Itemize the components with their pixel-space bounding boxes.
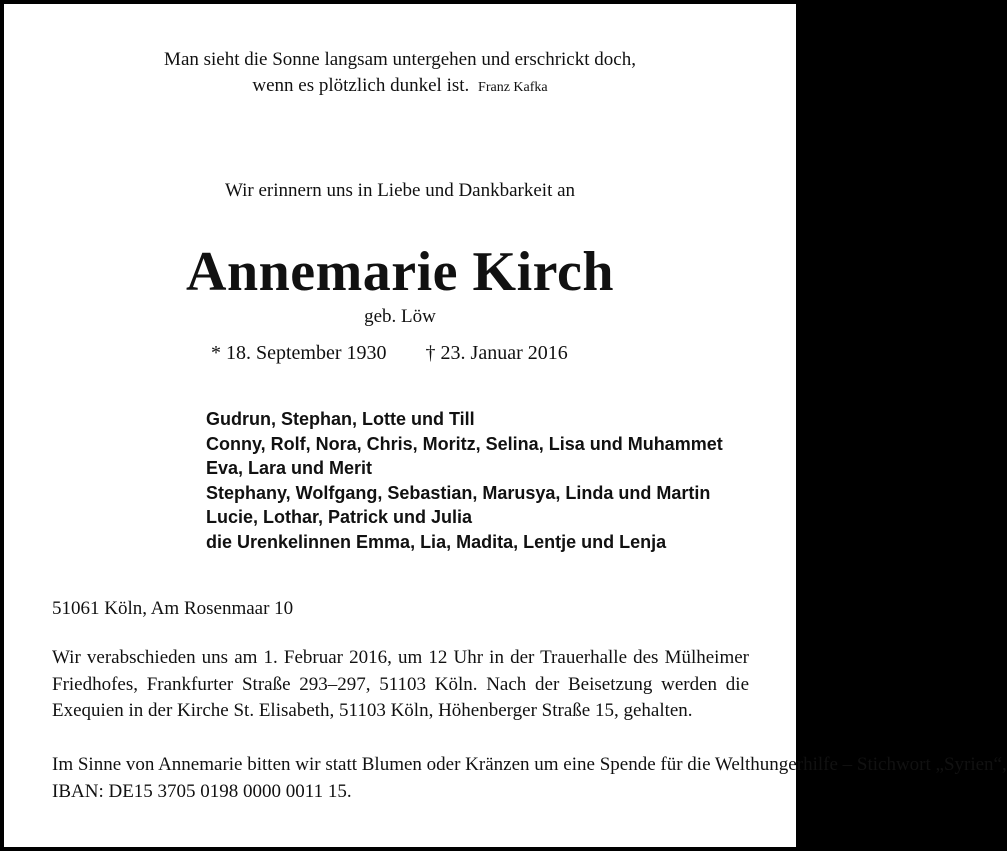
remembrance-intro: Wir erinnern uns in Liebe und Dankbarkeit an: [224, 180, 576, 201]
mourner-line: Stephany, Wolfgang, Sebastian, Marusya, Linda und Martin: [206, 482, 711, 503]
deceased-name: Annemarie Kirch: [186, 241, 614, 303]
quote-line-2-text: wenn es plötzlich dunkel ist.: [252, 75, 470, 96]
mourner-line: Eva, Lara und Merit: [206, 458, 373, 478]
death-date: † 23. Januar 2016: [425, 342, 568, 364]
funeral-service-text: Wir verabschieden uns am 1. Februar 2016, um 12 Uhr in der Trauerhalle des Mülheimer Friedhofes, Frankfurter Straße 293–297, 51103 Köln. Nach der Beisetzung werden die Exequien in der Kirche St. Elisabeth, 51103 Köln, Höhenberger Straße 15, gehalten.: [52, 647, 749, 721]
quote-line-2: [4, 73, 796, 101]
obituary-card: [4, 4, 1007, 847]
birth-name: geb. Löw: [364, 306, 436, 327]
quote-line-1: Man sieht die Sonne langsam untergehen und erschrickt doch,: [164, 49, 636, 70]
donation-request: [52, 752, 1007, 805]
mourners-list: [206, 407, 723, 554]
mourner-line: Conny, Rolf, Nora, Chris, Moritz, Selina, Lisa und Muhammet: [206, 433, 723, 454]
kafka-quote: [4, 47, 796, 101]
mourner-line: die Urenkelinnen Emma, Lia, Madita, Lentje und Lenja: [206, 531, 667, 552]
family-address: 51061 Köln, Am Rosenmaar 10: [52, 598, 294, 619]
donation-text: Im Sinne von Annemarie bitten wir statt Blumen oder Kränzen um eine Spende für die Welthungerhilfe – Stichwort „Syrien“,: [52, 754, 1007, 775]
mourner-line: Gudrun, Stephan, Lotte und Till: [206, 409, 475, 429]
mourner-line: Lucie, Lothar, Patrick und Julia: [206, 507, 473, 527]
donation-iban: IBAN: DE15 3705 0198 0000 0011 15.: [52, 780, 352, 802]
quote-author: Franz Kafka: [478, 80, 548, 95]
life-dates: [211, 340, 568, 366]
birth-date: * 18. September 1930: [211, 342, 387, 364]
